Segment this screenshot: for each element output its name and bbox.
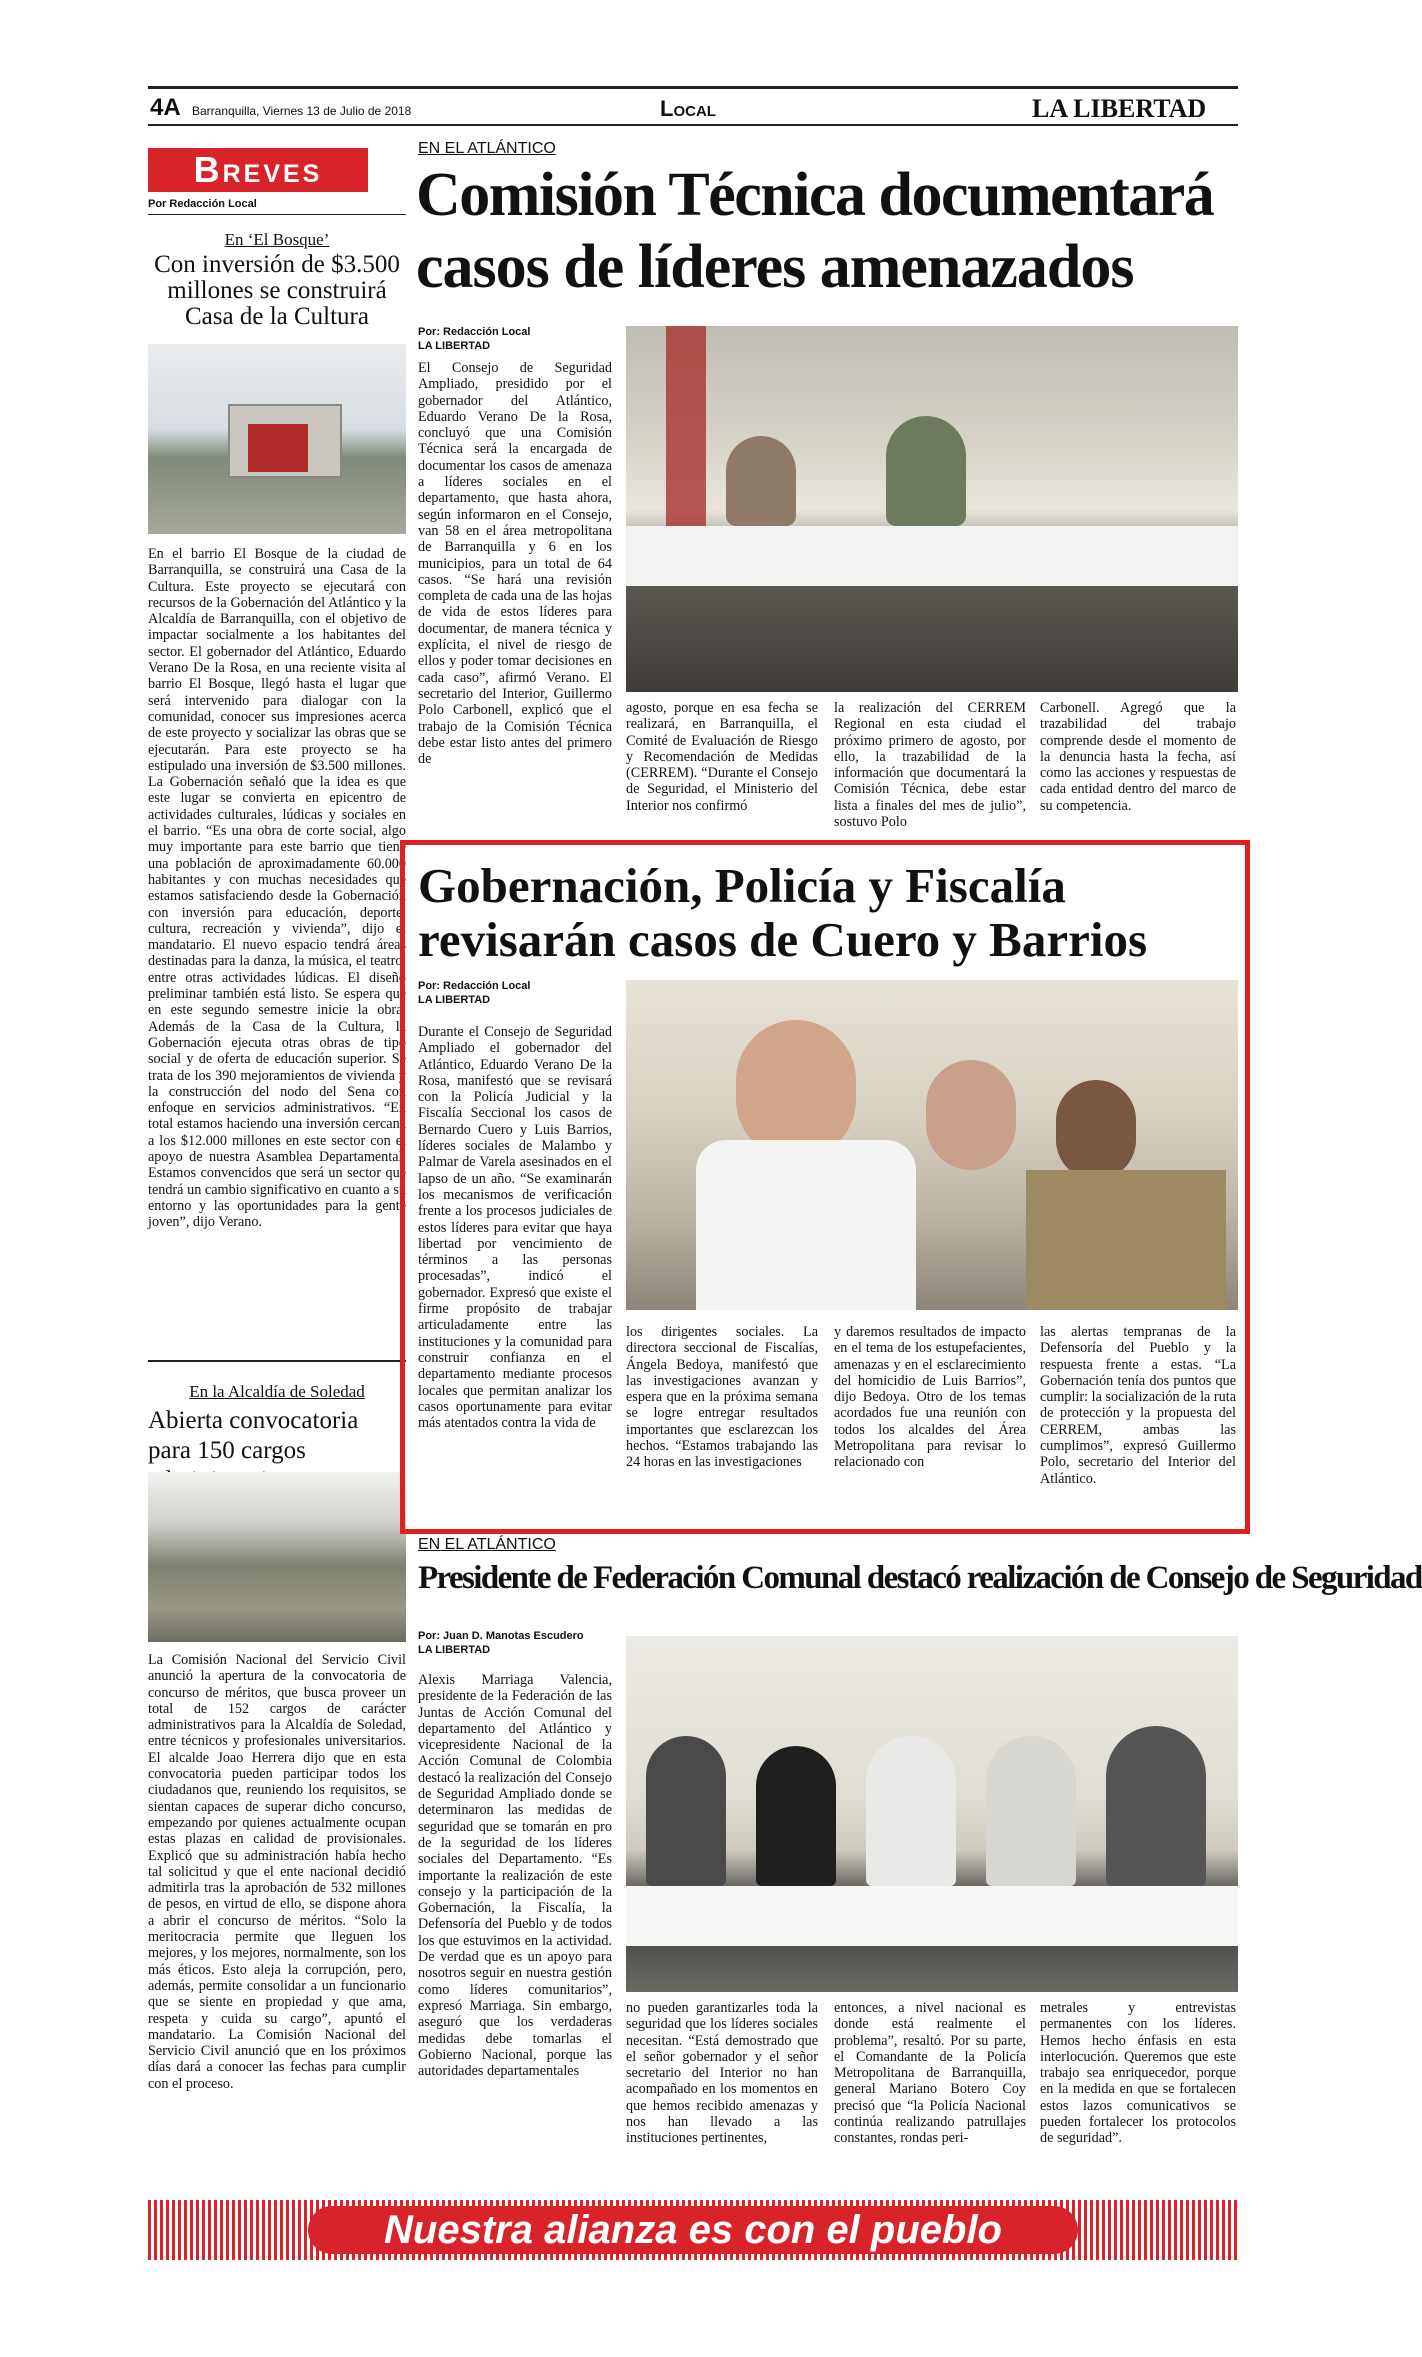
story2-body: La Comisión Nacional del Servicio Civil anunció la apertura de la convocatoria de concurso de méritos, que busca proveer un total de 152 cargos de carácter administrativos para la Alcaldía de Soledad, entre técnicos y profesionales universitarios. El alcalde Joao Herrera dijo que en esta convocatoria pueden participar todos los ciudadanos que, reuniendo los requisitos, se sientan capaces de superar dicho concurso, empezando por quienes actualmente ocupan estas plazas en calidad de provisionales. Explicó que su administración había hecho tal solicitud y que el ente nacional decidió admitirla tras la aprobación de 532 millones de pesos, en virtud de ello, se dispone ahora a abrir el concurso de méritos. “Solo la meritocracia permite que lleguen los mejores, y los mejores, normalmente, son los más éticos. Esto aleja la corrupción, pero, además, permite consolidar a un funcionario que se siente en propiedad y que ama, respeta y cuida su cargo”, apuntó el mandatario. La Comisión Nacional del Servicio Civil anunció que en los próximos días dará a conocer las fechas para cumplir con el proceso. [148, 1652, 406, 2092]
community-leaders-photo [626, 1636, 1238, 1992]
story1-headline: Con inversión de $3.500 millones se construirá Casa de la Cultura [154, 251, 400, 330]
article2-byline: Por: Redacción Local [418, 980, 531, 992]
article2-col2: los dirigentes sociales. La directora seccional de Fiscalías, Ángela Bedoya, manifestó que las investigaciones avanzan y espera que en la próxima semana se logre entregar resultados importantes que esclarezcan los hechos. “Estamos trabajando las 24 horas en las investigaciones [626, 1324, 818, 1471]
article2-headline-line1: Gobernación, Policía y Fiscalía [418, 858, 1066, 913]
article3-headline: Presidente de Federación Comunal destacó realización de Consejo de Seguridad [418, 1560, 1422, 1596]
section-name: Local [660, 96, 716, 121]
article3-byline: Por: Juan D. Manotas Escudero [418, 1630, 584, 1642]
article1-byline-paper: LA LIBERTAD [418, 340, 491, 352]
story2-headline: Abierta convocatoria para 150 cargos [148, 1407, 359, 1464]
article2-col1: Durante el Consejo de Seguridad Ampliado el gobernador del Atlántico, Eduardo Verano De la Rosa, manifestó que se revisará con la Policía Judicial y la Fiscalía Seccional los casos de Bernardo Cuero y Luis Barrios, líderes sociales de Malambo y Palmar de Varela asesinados en el lapso de un año. “Se examinarán los mecanismos de verificación frente a los procesos judiciales de estos líderes para evitar que haya libertad por vencimiento de términos a las personas procesadas”, indicó el gobernador. Expresó que existe el firme propósito de trabajar articuladamente entre las instituciones y la comunidad para construir confianza en el departamento mediante procesos locales que permitan analizar los casos oportunamente para evitar más atentados contra la vida de [418, 1024, 612, 1432]
article3-kicker: EN EL ATLÁNTICO [418, 1536, 556, 1553]
article1-col2: agosto, porque en esa fecha se realizará, en Barranquilla, el Comité de Evaluación de Riesgo y Recomendación de Medidas (CERREM). “Durante el Consejo de Seguridad, el Ministerio del Interior nos confirmó [626, 700, 818, 814]
article3-col1: Alexis Marriaga Valencia, presidente de la Federación de las Juntas de Acción Comunal del departamento del Atlántico y vicepresidente Nacional de la Acción Comunal de Colombia destacó la realización del Consejo de Seguridad Ampliado donde se determinaron las medidas de seguridad que se tomarán en pro de la seguridad de los líderes sociales del Departamento. “Es importante la realización de este consejo y la participación de la Gobernación, la Fiscalía, la Defensoría del Pueblo y de todos los que estuvimos en la actividad. De verdad que es un apoyo para nosotros seguir en nuestra gestión como líderes comunitarios”, expresó Marriaga. Sin embargo, aseguró que los verdaderas medidas debe tomarlas el Gobierno Nacional, porque las autoridades departamentales [418, 1672, 612, 2080]
article2-col3: y daremos resultados de impacto en el tema de los estupefacientes, amenazas y en el esclarecimiento del homicidio de Luis Barrios”, dijo Bedoya. Otro de los temas acordados fue una reunión con todos los alcaldes del Área Metropolitana para revisar lo relacionado con [834, 1324, 1026, 1471]
soledad-aerial-photo [148, 1472, 406, 1642]
header-top-rule [148, 86, 1238, 89]
article2-byline-paper: LA LIBERTAD [418, 994, 491, 1006]
article2-headline-line2: revisarán casos de Cuero y Barrios [418, 912, 1148, 967]
dateline: Barranquilla, Viernes 13 de Julio de 2018 [192, 104, 412, 118]
article1-col4: Carbonell. Agregó que la trazabilidad del trabajo comprende desde el momento de la denuncia hasta la fecha, así como las acciones y respuestas de cada entidad dentro del marco de su competencia. [1040, 700, 1236, 814]
article1-col1: El Consejo de Seguridad Ampliado, presidido por el gobernador del Atlántico, Eduardo Verano De la Rosa, concluyó que una Comisión Técnica será la encargada de documentar los casos de amenaza a líderes sociales en el departamento, que hasta ahora, según informaron en el Consejo, van 58 en el área metropolitana de Barranquilla y 6 en los municipios, para un total de 64 casos. “Se hará una revisión completa de cada una de las hojas de vida de estos líderes para documentar, de manera técnica y explícita, el nivel de riesgo de ellos y poder tomar decisiones en cada caso”, afirmó Verano. El secretario del Interior, Guillermo Polo Carbonell, explicó que el trabajo de la Comisión Técnica debe estar listo antes del primero de [418, 360, 612, 768]
article1-col3: la realización del CERREM Regional en esta ciudad el próximo primero de agosto, por ello, la trazabilidad de la información que documentará la Comisión Técnica, debe estar lista a finales del mes de julio”, sostuvo Polo [834, 700, 1026, 831]
article1-byline: Por: Redacción Local [418, 326, 531, 338]
governor-press-photo [626, 980, 1238, 1310]
header-bottom-rule [148, 124, 1238, 126]
article3-col3: entonces, a nivel nacional es donde está realmente el problema”, resaltó. Por su parte, el Comandante de la Policía Metropolitana de Barranquilla, general Mariano Botero Coy precisó que “la Policía Nacional continúa realizando patrullajes constantes, rondas peri- [834, 2000, 1026, 2147]
article1-headline-line2: casos de líderes amenazados [416, 233, 1134, 301]
story1-body: En el barrio El Bosque de la ciudad de Barranquilla, se construirá una Casa de la Cultura. Este proyecto se ejecutará con recursos de la Gobernación del Atlántico y la Alcaldía de Barranquilla, con el objetivo de impactar socialmente a los habitantes del sector. El gobernador del Atlántico, Eduardo Verano De la Rosa, en una reciente visita al barrio El Bosque, llegó hasta el lugar que será intervenido para dialogar con la comunidad, conocer sus impresiones acerca de este proyecto y socializar las obras que se ejecutarán. Para este proyecto se ha estipulado una inversión de $3.500 millones. La Gobernación señaló que la idea es que este lugar se convierta en epicentro de actividades culturales, lúdicas y sociales en el barrio. “Es una obra de corte social, algo muy importante para este barrio que tiene una población de aproximadamente 60.000 habitantes y con muchas necesidades que estamos satisfaciendo desde la Gobernación con inversión para educación, deporte, cultura, recreación y vivienda”, dijo el mandatario. El nuevo espacio tendrá áreas destinadas para la danza, la música, el teatro, entre otras actividades lúdicas. El diseño preliminar también está listo. Se espera que en este segundo semestre inicie la obra. Además de la Casa de la Cultura, la Gobernación ejecuta otras obras de tipo social y de oferta de educación superior. Se trata de los 390 mejoramientos de vivienda y la construcción del nodo del Sena con enfoque en servicios administrativos. “En total estamos haciendo una inversión cercana a los $12.000 millones en este sector con el apoyo de nuestra Asamblea Departamental. Estamos convencidos que será un sector que tendrá un cambio significativo en cuanto a su entorno y las oportunidades para la gente joven”, dijo Verano. [148, 546, 406, 1231]
page-number: 4A [150, 94, 181, 121]
breves-logo: Breves [148, 148, 368, 192]
article3-byline-paper: LA LIBERTAD [418, 1644, 491, 1656]
story2-rule [148, 1360, 406, 1362]
culture-house-render-photo [148, 344, 406, 534]
breves-byline: Por Redacción Local [148, 198, 257, 210]
article3-col2: no pueden garantizarles toda la seguridad que los líderes sociales necesitan. “Está demostrado que el señor gobernador y el señor secretario del Interior no han acompañado en los momentos en que hemos recibido amenazas y nos han llevado a las instituciones pertinentes, [626, 2000, 818, 2147]
article1-kicker: EN EL ATLÁNTICO [418, 140, 556, 157]
bottom-banner [148, 2200, 1238, 2260]
article3-col4: metrales y entrevistas permanentes con los líderes. Hemos hecho énfasis en esta interlocución. Queremos que este trabajo sea enriquecedor, porque en la medida en que se fortalecen estos lazos comunicativos se pueden fortalecer los protocolos de seguridad”. [1040, 2000, 1236, 2147]
article2-col4: las alertas tempranas de la Defensoría del Pueblo y la respuesta frente a estas. “La Gobernación tenía dos puntos que cumplir: la socialización de la ruta de protección y la propuesta del CERREM, ambas las cumplimos”, expresó Guillermo Polo, secretario del Interior del Atlántico. [1040, 1324, 1236, 1487]
story1-kicker: En ‘El Bosque’ [224, 230, 330, 249]
breves-rule [148, 214, 406, 215]
story2-kicker: En la Alcaldía de Soledad [189, 1382, 365, 1401]
article1-headline-line1: Comisión Técnica documentará [416, 161, 1214, 229]
security-council-photo [626, 326, 1238, 692]
paper-name: LA LIBERTAD [1032, 94, 1207, 123]
banner-slogan: Nuestra alianza es con el pueblo [308, 2206, 1078, 2254]
